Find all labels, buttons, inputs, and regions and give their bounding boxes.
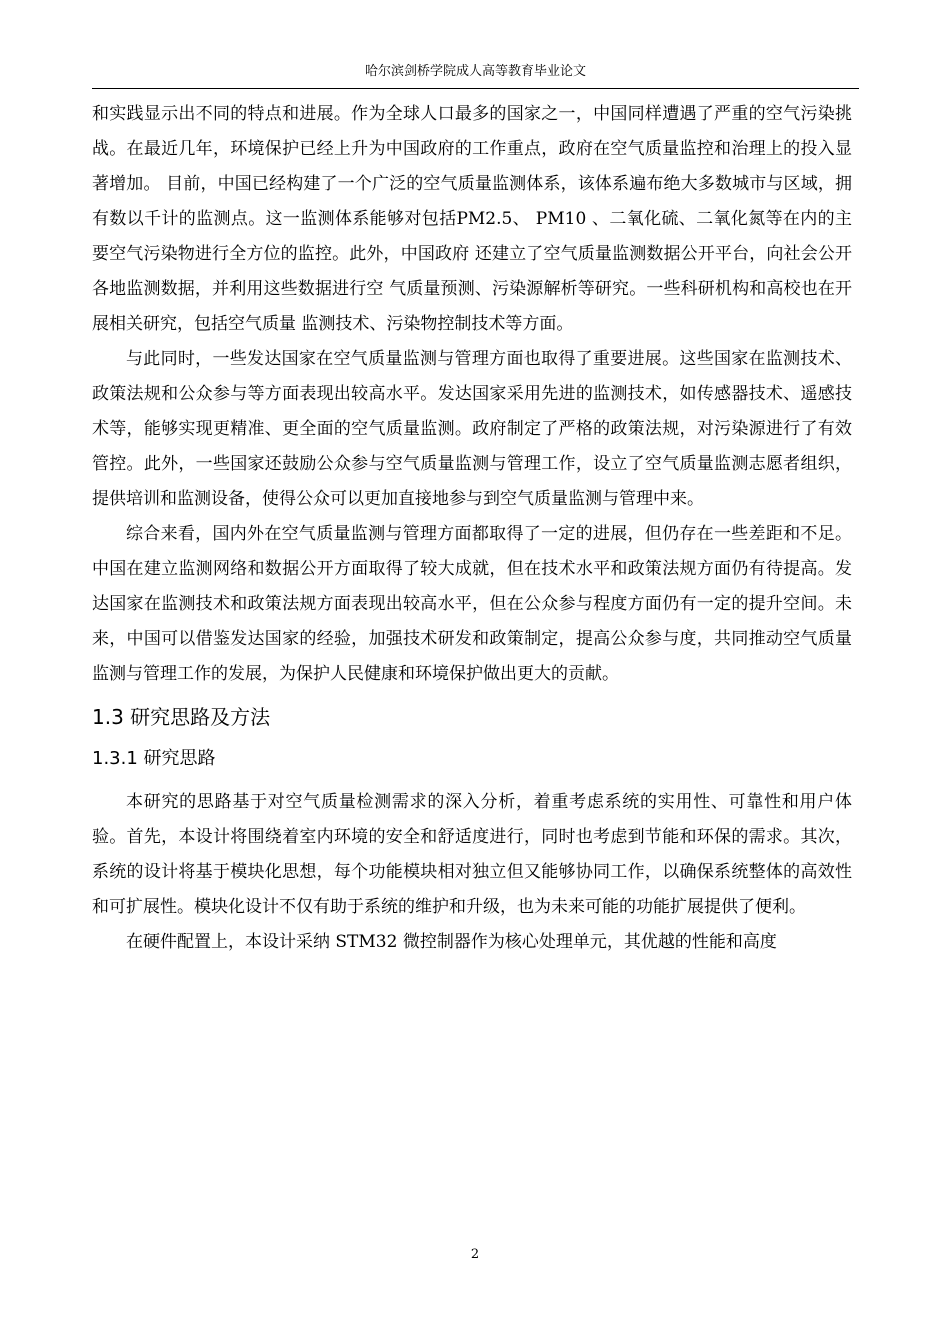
paragraph-hardware-config: 在硬件配置上，本设计采纳 STM32 微控制器作为核心处理单元，其优越的性能和高度: [126, 932, 777, 952]
subsection-heading: 1.3.1 研究思路: [92, 748, 216, 769]
document-body: [92, 97, 852, 960]
page-header: 哈尔滨剑桥学院成人高等教育毕业论文: [364, 64, 586, 79]
paragraph-domestic-status: 和实践显示出不同的特点和进展。作为全球人口最多的国家之一，中国同样遭遇了严重的空气污染挑战。在最近几年，环境保护已经上升为中国政府的工作重点，政府在空气质量监控和治理上的投入显著增加。 目前，中国已经构建了一个广泛的空气质量监测体系，该体系遍布绝大多数城市与区域，拥有数以千计的监测点。这一监测体系能够对包括PM2.5、 PM10 、二氧化硫、二氧化氮等在内的主要空气污染物进行全方位的监控。此外，中国政府 还建立了空气质量监测数据公开平台，向社会公开各地监测数据，并利用这些数据进行空 气质量预测、污染源解析等研究。一些科研机构和高校也在开展相关研究，包括空气质量 监测技术、污染物控制技术等方面。: [92, 104, 852, 334]
paragraph-summary: 综合来看，国内外在空气质量监测与管理方面都取得了一定的进展，但仍存在一些差距和不足。中国在建立监测网络和数据公开方面取得了较大成就，但在技术水平和政策法规方面仍有待提高。发达国家在监测技术和政策法规方面表现出较高水平，但在公众参与程度方面仍有一定的提升空间。未来，中国可以借鉴发达国家的经验，加强技术研发和政策制定，提高公众参与度，共同推动空气质量监测与管理工作的发展，为保护人民健康和环境保护做出更大的贡献。: [92, 524, 852, 684]
page-number: 2: [470, 1247, 480, 1262]
paragraph-foreign-status: 与此同时，一些发达国家在空气质量监测与管理方面也取得了重要进展。这些国家在监测技术、政策法规和公众参与等方面表现出较高水平。发达国家采用先进的监测技术，如传感器技术、遥感技术等，能够实现更精准、更全面的空气质量监测。政府制定了严格的政策法规，对污染源进行了有效管控。此外，一些国家还鼓励公众参与空气质量监测与管理工作，设立了空气质量监测志愿者组织，提供培训和监测设备，使得公众可以更加直接地参与到空气质量监测与管理中来。: [92, 349, 852, 509]
section-heading: 1.3 研究思路及方法: [92, 705, 271, 729]
header-divider: [92, 88, 859, 89]
paragraph-research-approach: 本研究的思路基于对空气质量检测需求的深入分析，着重考虑系统的实用性、可靠性和用户体验。首先，本设计将围绕着室内环境的安全和舒适度进行，同时也考虑到节能和环保的需求。其次，系统的设计将基于模块化思想，每个功能模块相对独立但又能够协同工作，以确保系统整体的高效性和可扩展性。模块化设计不仅有助于系统的维护和升级，也为未来可能的功能扩展提供了便利。: [92, 792, 852, 917]
